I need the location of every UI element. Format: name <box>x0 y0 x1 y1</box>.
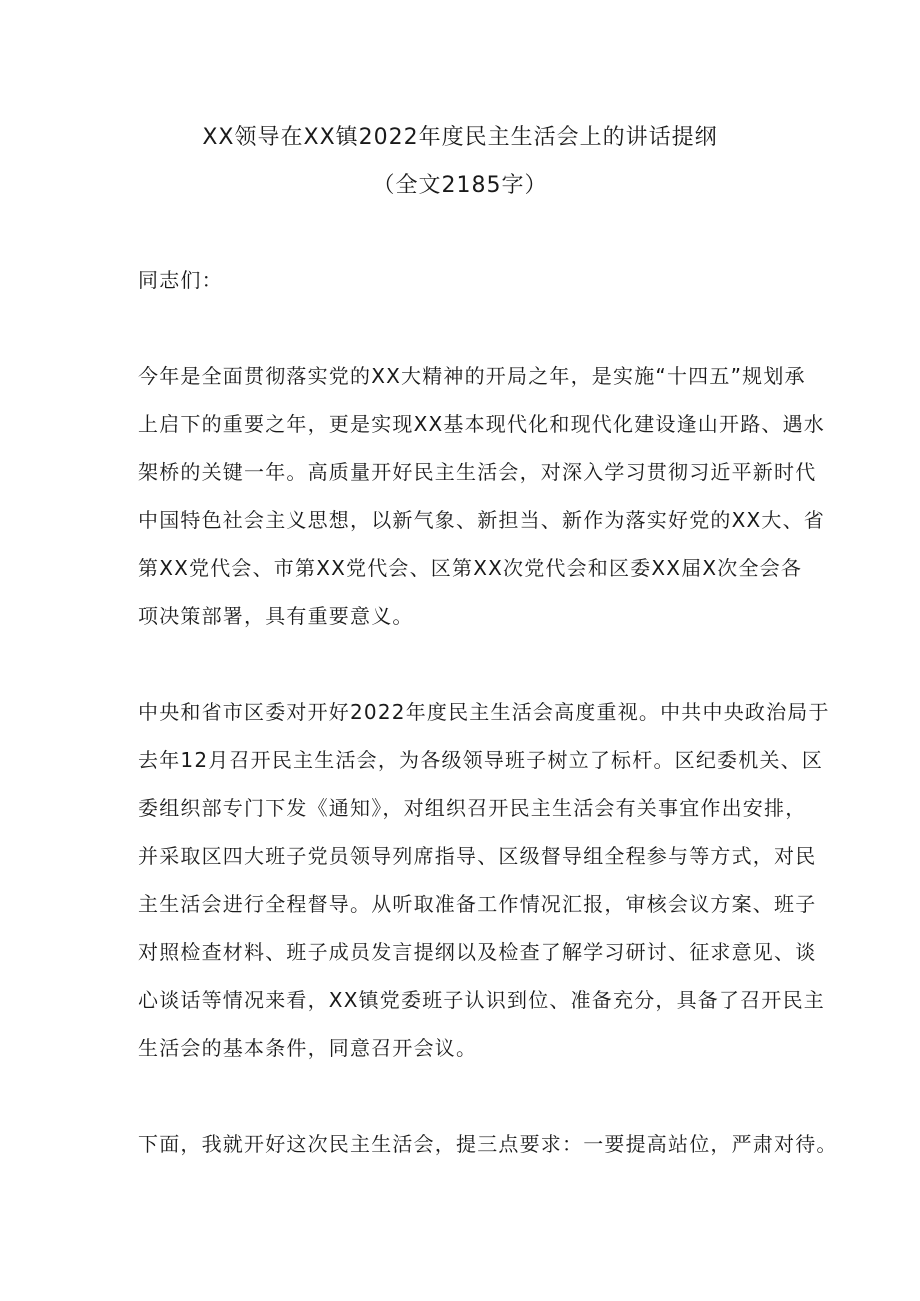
paragraph-line: 去年12月召开民主生活会，为各级领导班子树立了标杆。区纪委机关、区 <box>138 748 824 772</box>
paragraph-line: 主生活会进行全程督导。从听取准备工作情况汇报，审核会议方案、班子 <box>138 892 817 916</box>
paragraph-line: 生活会的基本条件，同意召开会议。 <box>138 1036 478 1060</box>
document-subtitle: （全文2185字） <box>372 173 548 198</box>
paragraph-line: 第XX党代会、市第XX党代会、区第XX次党代会和区委XX届X次全会各 <box>138 556 803 580</box>
paragraph-line: 对照检查材料、班子成员发言提纲以及检查了解学习研讨、征求意见、谈 <box>138 940 817 964</box>
paragraph-line: 中央和省市区委对开好2022年度民主生活会高度重视。中共中央政治局于 <box>138 700 830 724</box>
paragraph-line: 项决策部署，具有重要意义。 <box>138 604 414 628</box>
document-title: XX领导在XX镇2022年度民主生活会上的讲话提纲 <box>202 125 718 150</box>
paragraph-line: 委组织部专门下发《通知》，对组织召开民主生活会有关事宜作出安排， <box>138 796 807 820</box>
paragraph-line: 架桥的关键一年。高质量开好民主生活会，对深入学习贯彻习近平新时代 <box>138 460 817 484</box>
salutation: 同志们： <box>138 268 223 292</box>
paragraph-line: 今年是全面贯彻落实党的XX大精神的开局之年，是实施“十四五”规划承 <box>138 364 806 388</box>
paragraph-line: 中国特色社会主义思想，以新气象、新担当、新作为落实好党的XX大、省 <box>138 508 826 532</box>
paragraph-line: 上启下的重要之年，更是实现XX基本现代化和现代化建设逢山开路、遇水 <box>138 412 826 436</box>
paragraph-line: 下面，我就开好这次民主生活会，提三点要求：一要提高站位，严肃对待。 <box>138 1132 838 1156</box>
paragraph-line: 并采取区四大班子党员领导列席指导、区级督导组全程参与等方式，对民 <box>138 844 817 868</box>
paragraph-line: 心谈话等情况来看，XX镇党委班子认识到位、准备充分，具备了召开民主 <box>138 988 826 1012</box>
